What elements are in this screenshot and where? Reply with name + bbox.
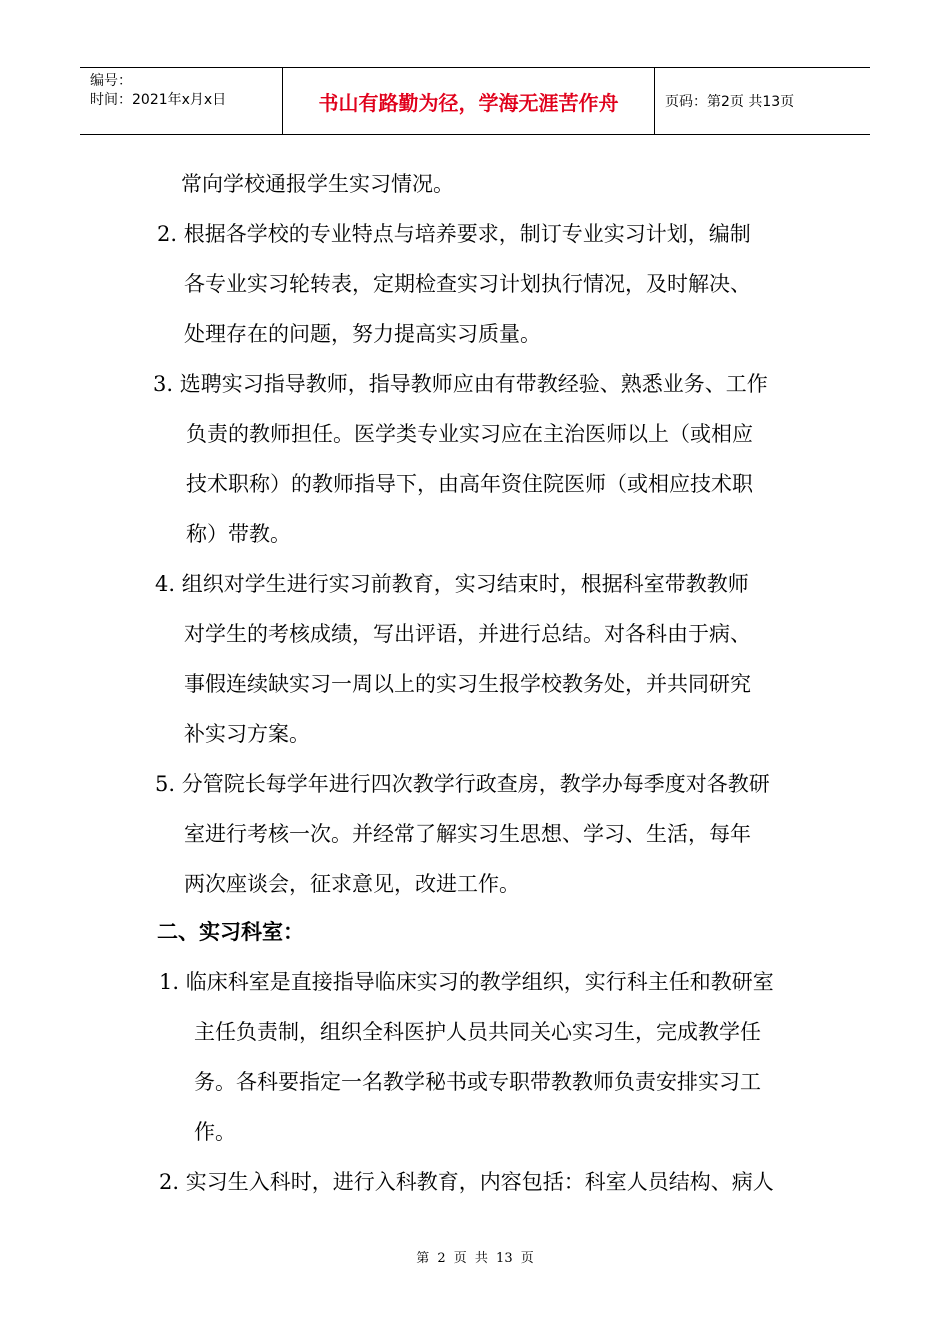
body-line: 各专业实习轮转表，定期检查实习计划执行情况，及时解决、 [184,272,751,296]
section-heading: 二、实习科室： [157,920,304,944]
body-line: 处理存在的问题，努力提高实习质量。 [184,322,541,346]
body-line: 室进行考核一次。并经常了解实习生思想、学习、生活，每年 [184,822,751,846]
header-motto: 书山有路勤为径，学海无涯苦作舟 [283,68,655,134]
body-line: 常向学校通报学生实习情况。 [181,172,454,196]
header-meta [80,68,283,134]
body-line: 对学生的考核成绩，写出评语，并进行总结。对各科由于病、 [184,622,751,646]
doc-date-label: 时间：2021年x月x日 [90,92,227,108]
body-line: 负责的教师担任。医学类专业实习应在主治医师以上（或相应 [186,422,753,446]
body-line: 主任负责制，组织全科医护人员共同关心实习生，完成教学任 [194,1020,761,1044]
list-item-3: 3. 选聘实习指导教师，指导教师应由有带教经验、熟悉业务、工作 [153,372,768,396]
list-item-5: 5. 分管院长每学年进行四次教学行政查房，教学办每季度对各教研 [155,772,770,796]
body-line: 技术职称）的教师指导下，由高年资住院医师（或相应技术职 [186,472,753,496]
body-line: 补实习方案。 [184,722,310,746]
header-page-label: 页码：第2页 共13页 [665,94,795,110]
body-line: 务。各科要指定一名教学秘书或专职带教教师负责安排实习工 [194,1070,761,1094]
list-item-2: 2. 根据各学校的专业特点与培养要求，制订专业实习计划，编制 [157,222,751,246]
list-item-2b: 2. 实习生入科时，进行入科教育，内容包括：科室人员结构、病人 [159,1170,774,1194]
body-line: 两次座谈会，征求意见，改进工作。 [184,872,520,896]
page-header [80,67,870,135]
body-line: 称）带教。 [186,522,291,546]
page-footer: 第 2 页 共 13 页 [416,1251,534,1266]
list-item-1: 1. 临床科室是直接指导临床实习的教学组织，实行科主任和教研室 [159,970,774,994]
list-item-4: 4. 组织对学生进行实习前教育，实习结束时，根据科室带教教师 [155,572,749,596]
doc-number-label: 编号： [90,73,132,89]
body-line: 事假连续缺实习一周以上的实习生报学校教务处，并共同研究 [184,672,751,696]
body-line: 作。 [194,1120,236,1144]
